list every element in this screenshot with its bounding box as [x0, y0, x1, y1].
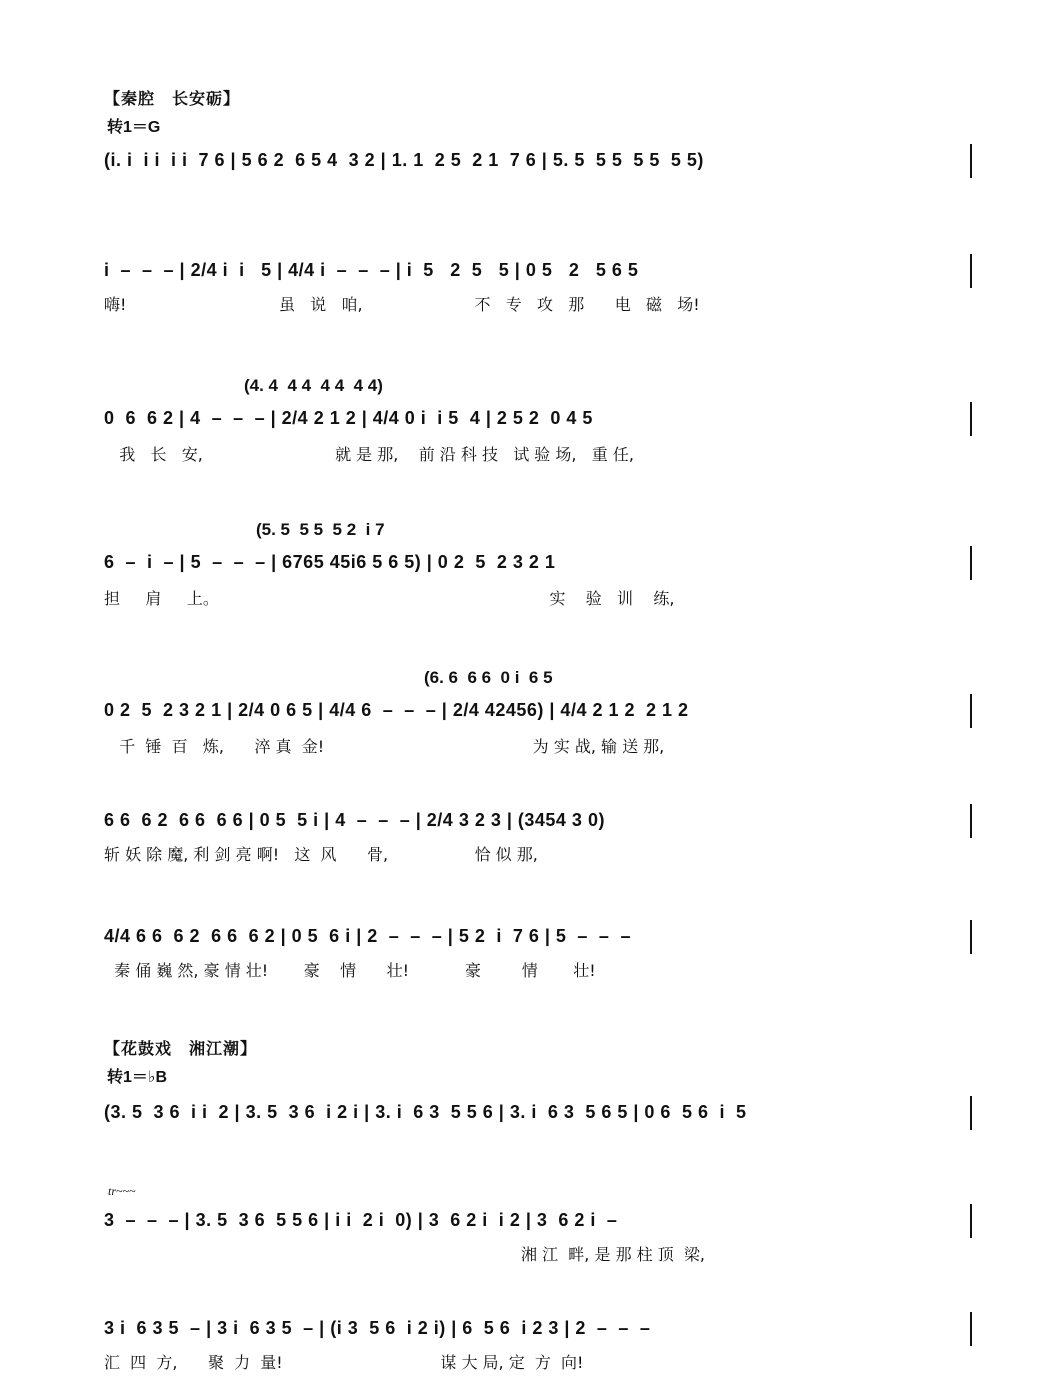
notation-line: 0 6 6 2 | 4 – – – | 2/4 2 1 2 | 4/4 0 i i 5 4 | 2 5 2 0 4 5: [104, 408, 593, 428]
interlude-notation: (6. 6 6 6 0 i 6 5: [424, 668, 553, 687]
interlude-notation: (4. 4 4 4 4 4 4 4): [244, 376, 383, 395]
bar-line: [970, 144, 972, 178]
bar-line: [970, 920, 972, 954]
key-signature: 转1＝G: [107, 119, 161, 136]
section-title: 【花鼓戏 湘江潮】: [104, 1041, 258, 1058]
notation-line: i – – – | 2/4 i i 5 | 4/4 i – – – | i 5 2 5 5 | 0 5 2 5 6 5: [104, 260, 639, 280]
bar-line: [970, 1312, 972, 1346]
bar-line: [970, 254, 972, 288]
lyrics-line: 秦 俑 巍 然, 豪 情 壮! 豪 情 壮! 豪 情 壮!: [104, 961, 596, 980]
bar-line: [970, 804, 972, 838]
interlude-notation: (5. 5 5 5 5 2 i 7: [256, 520, 385, 539]
lyrics-line: 汇 四 方, 聚 力 量! 谋 大 局, 定 方 向!: [104, 1353, 584, 1372]
notation-line: 4/4 6 6 6 2 6 6 6 2 | 0 5 6 i | 2 – – – | 5 2 i 7 6 | 5 – – –: [104, 926, 631, 946]
lyrics-line: 嗨! 虽 说 咱, 不 专 攻 那 电 磁 场!: [104, 295, 700, 314]
notation-line: (3. 5 3 6 i i 2 | 3. 5 3 6 i 2 i | 3. i 6 3 5 5 6 | 3. i 6 3 5 6 5 | 0 6 5 6 i 5: [104, 1102, 747, 1122]
lyrics-line: 千 锤 百 炼, 淬 真 金! 为 实 战, 输 送 那,: [104, 737, 665, 756]
notation-line: (i. i i i i i 7 6 | 5 6 2 6 5 4 3 2 | 1. 1 2 5 2 1 7 6 | 5. 5 5 5 5 5 5 5): [104, 150, 704, 170]
notation-line: 6 6 6 2 6 6 6 6 | 0 5 5 i | 4 – – – | 2/4 3 2 3 | (3454 3 0): [104, 810, 605, 830]
trill-mark: tr~~~: [108, 1184, 136, 1198]
notation-line: 6 – i – | 5 – – – | 6765 45i6 5 6 5) | 0 2 5 2 3 2 1: [104, 552, 556, 572]
notation-line: 0 2 5 2 3 2 1 | 2/4 0 6 5 | 4/4 6 – – – | 2/4 42456) | 4/4 2 1 2 2 1 2: [104, 700, 689, 720]
section-title: 【秦腔 长安砺】: [104, 91, 241, 108]
lyrics-line: 我 长 安, 就 是 那, 前 沿 科 技 试 验 场, 重 任,: [104, 445, 634, 464]
notation-line: 3 – – – | 3. 5 3 6 5 5 6 | i i 2 i 0) | 3 6 2 i i 2 | 3 6 2 i –: [104, 1210, 618, 1230]
bar-line: [970, 1204, 972, 1238]
lyrics-line: 担 肩 上。 实 验 训 练,: [104, 589, 675, 608]
lyrics-line: 斩 妖 除 魔, 利 剑 亮 啊! 这 风 骨, 恰 似 那,: [104, 845, 538, 864]
key-signature: 转1＝♭B: [107, 1069, 168, 1086]
bar-line: [970, 402, 972, 436]
bar-line: [970, 694, 972, 728]
notation-line: 3 i 6 3 5 – | 3 i 6 3 5 – | (i 3 5 6 i 2 i) | 6 5 6 i 2 3 | 2 – – –: [104, 1318, 651, 1338]
bar-line: [970, 1096, 972, 1130]
lyrics-line: 湘 江 畔, 是 那 柱 顶 梁,: [104, 1245, 705, 1264]
bar-line: [970, 546, 972, 580]
